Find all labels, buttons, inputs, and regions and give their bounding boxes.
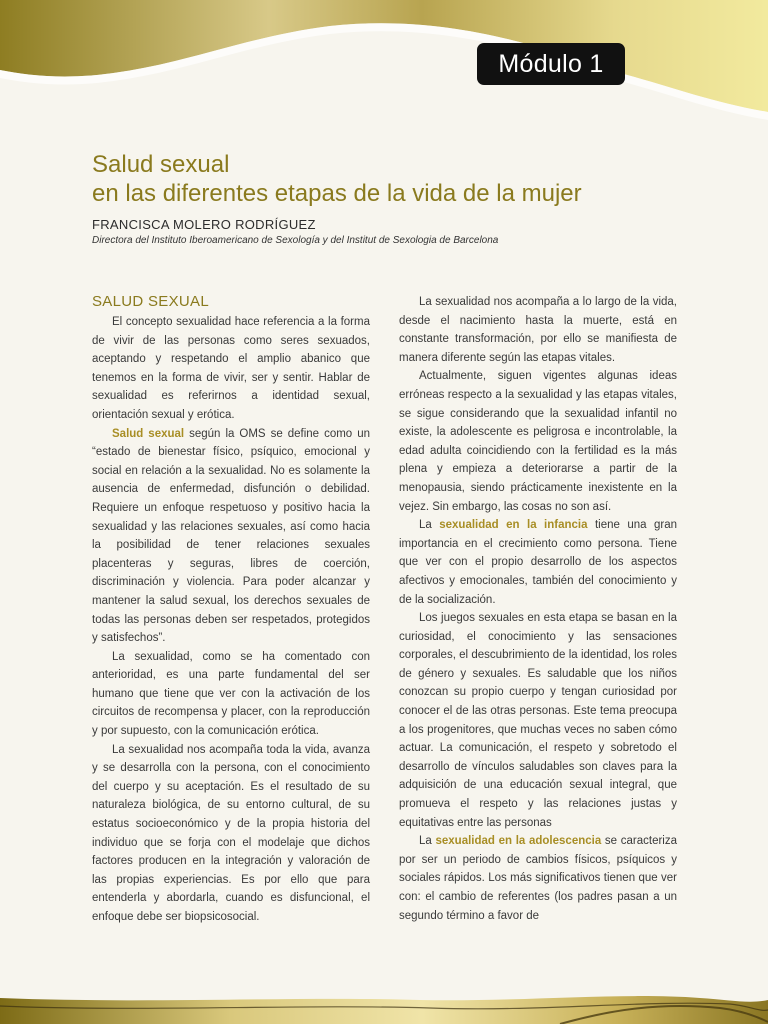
author-affiliation: Directora del Instituto Iberoamericano de Sexología y del Institut de Sexologia de Barcelona <box>92 235 499 246</box>
left-column <box>92 292 370 927</box>
section-heading: SALUD SEXUAL <box>92 293 209 310</box>
module-badge: Módulo 1 <box>477 43 625 85</box>
paragraph-text: tiene una gran importancia en el crecimiento como persona. Tiene que ver con el propio desarrollo de los aspectos afectivos y emocionales, también del conocimiento y de la socialización. <box>399 519 677 606</box>
title-line-2: en las diferentes etapas de la vida de la mujer <box>92 180 582 207</box>
paragraph-text: se caracteriza por ser un periodo de cambios físicos, psíquicos y sociales rápidos. Los más significativos tienen que ver con: el cambio de referentes (los padres pasan a un segundo término a favor de <box>399 835 677 922</box>
author-name: FRANCISCA MOLERO RODRÍGUEZ <box>92 217 316 232</box>
paragraph: Actualmente, siguen vigentes algunas ideas erróneas respecto a la sexualidad y las etapas vitales, se sigue considerando que la sexualidad infantil no existe, la adolescente es peligrosa e incontrolable, la edad adulta coincidiendo con la fertilidad es la más plena y empieza a deteriorarse a partir de la menopausia, siendo prácticamente inexistente en la vejez. Sin embargo, las cosas no son así. <box>399 370 677 513</box>
paragraph: Los juegos sexuales en esta etapa se basan en la curiosidad, el conocimiento y las sensaciones corporales, el descubrimiento de la identidad, los roles de género y sexuales. Es saludable que los niños conozcan su propio cuerpo y tengan curiosidad por conocer el de las otras personas. Este tema preocupa a los progenitores, que muchas veces no saben cómo actuar. La comunicación, el respeto y sobretodo el desarrollo de vínculos saludables son claves para la adquisición de una educación sexual integral, que promueva el respeto y las relaciones justas y equitativas entre las personas <box>399 612 677 829</box>
paragraph <box>399 516 677 609</box>
highlight-term: sexualidad en la infancia <box>439 519 588 532</box>
paragraph: La sexualidad nos acompaña a lo largo de la vida, desde el nacimiento hasta la muerte, está en constante transformación, por ello se manifiesta de manera diferente según las etapas vitales. <box>399 296 677 364</box>
right-column <box>399 293 677 925</box>
paragraph <box>92 425 370 648</box>
paragraph <box>399 832 677 925</box>
paragraph-text: según la OMS se define como un “estado de bienestar físico, psíquico, emocional y social en relación a la sexualidad. No es solamente la ausencia de enfermedad, disfunción o debilidad. Requiere un enfoque respetuoso y positivo hacia la sexualidad y las relaciones sexuales, así como hacia la posibilidad de tener relaciones sexuales placenteras y seguras, libres de coerción, discriminación y violencia. Para poder alcanzar y mantener la salud sexual, los derechos sexuales de todas las personas deben ser respetados, protegidos y satisfechos”. <box>92 427 370 645</box>
paragraph-text: La <box>419 519 440 532</box>
highlight-term: sexualidad en la adolescencia <box>435 835 602 848</box>
highlight-term: Salud sexual <box>112 427 185 440</box>
paragraph: La sexualidad, como se ha comentado con anterioridad, es una parte fundamental del ser humano que tiene que ver con la activación de los circuitos de recompensa y placer, con la reproducción y por supuesto, con la comunicación erótica. <box>92 650 370 738</box>
article-title <box>92 150 582 208</box>
paragraph: La sexualidad nos acompaña toda la vida, avanza y se desarrolla con la persona, con el conocimiento del cuerpo y su aceptación. Es el resultado de su naturaleza biológica, de su entorno cultural, de su estatus socioeconómico y de la propia historia del individuo que se forja con el modelaje que dichos factores producen en la integración y valoración de las propias experiencias. Es por ello que para entenderla y abordarla, cuando es disfuncional, el enfoque debe ser biopsicosocial. <box>92 743 370 923</box>
bottom-gold-wave <box>0 996 768 1024</box>
top-gold-wave <box>0 0 768 112</box>
paragraph-text: La <box>419 835 436 848</box>
title-line-1: Salud sexual <box>92 151 230 178</box>
paragraph: El concepto sexualidad hace referencia a la forma de vivir de las personas como seres sexuados, aceptando y respetando el amplio abanico que tenemos en la forma de vivir, ser y sentir. Hablar de sexualidad es referirnos a identidad sexual, orientación sexual y erótica. <box>92 316 370 421</box>
